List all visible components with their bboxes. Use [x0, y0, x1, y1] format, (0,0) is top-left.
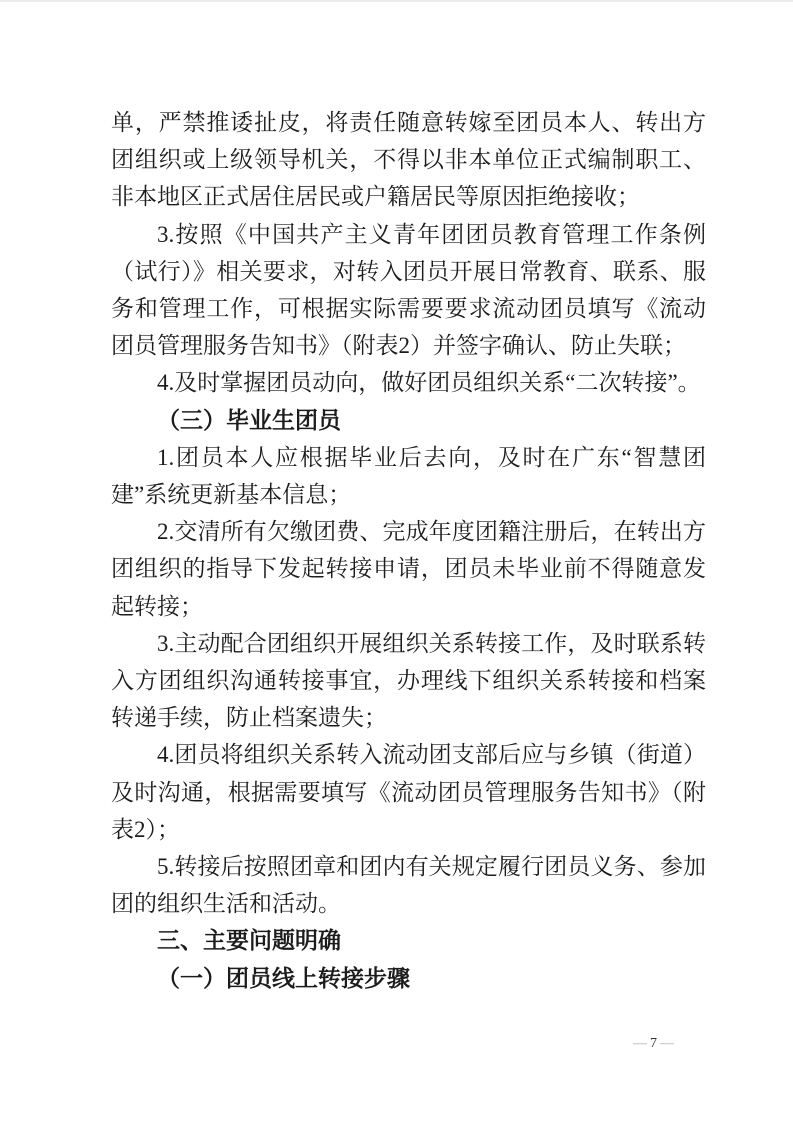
paragraph-item-4-graduates: 4.团员将组织关系转入流动团支部后应与乡镇（街道）及时沟通，根据需要填写《流动团员管理服务告知书》（附表2）； — [111, 742, 706, 842]
paragraph-item-3-transfer-in: 3.按照《中国共产主义青年团团员教育管理工作条例（试行）》相关要求，对转入团员开展日常教育、联系、服务和管理工作，可根据实际需要要求流动团员填写《流动团员管理服务告知书》（附表2）并签字确认、防止失联； — [111, 221, 706, 359]
subsection-heading-online-transfer-steps: （一）团员线上转接步骤 — [157, 965, 410, 991]
paragraph-item-1-graduates: 1.团员本人应根据毕业后去向，及时在广东“智慧团建”系统更新基本信息； — [111, 444, 706, 508]
page-number-dash-right: — — [660, 1036, 675, 1051]
subsection-heading-graduate-members: （三）毕业生团员 — [157, 407, 341, 433]
section-heading-main-issues: 三、主要问题明确 — [157, 927, 341, 954]
document-body — [111, 104, 706, 997]
paragraph-item-5-graduates: 5.转接后按照团章和团内有关规定履行团员义务、参加团的组织生活和活动。 — [111, 854, 706, 917]
paragraph-item-3-graduates: 3.主动配合团组织开展组织关系转接工作，及时联系转入方团组织沟通转接事宜，办理线下组织关系转接和档案转递手续，防止档案遗失； — [111, 630, 706, 731]
page-top-edge — [0, 0, 793, 2]
paragraph-continuation: 单，严禁推诿扯皮，将责任随意转嫁至团员本人、转出方团组织或上级领导机关，不得以非本单位正式编制职工、非本地区正式居住居民或户籍居民等原因拒绝接收； — [111, 110, 706, 210]
page-number-dash-left: — — [633, 1036, 648, 1051]
paragraph-item-2-graduates: 2.交清所有欠缴团费、完成年度团籍注册后，在转出方团组织的指导下发起转接申请，团员未毕业前不得随意发起转接； — [111, 519, 706, 619]
page-number-value: 7 — [650, 1036, 658, 1051]
paragraph-item-4-transfer-in: 4.及时掌握团员动向，做好团员组织关系“二次转接”。 — [157, 370, 701, 396]
page-number — [633, 1035, 675, 1053]
